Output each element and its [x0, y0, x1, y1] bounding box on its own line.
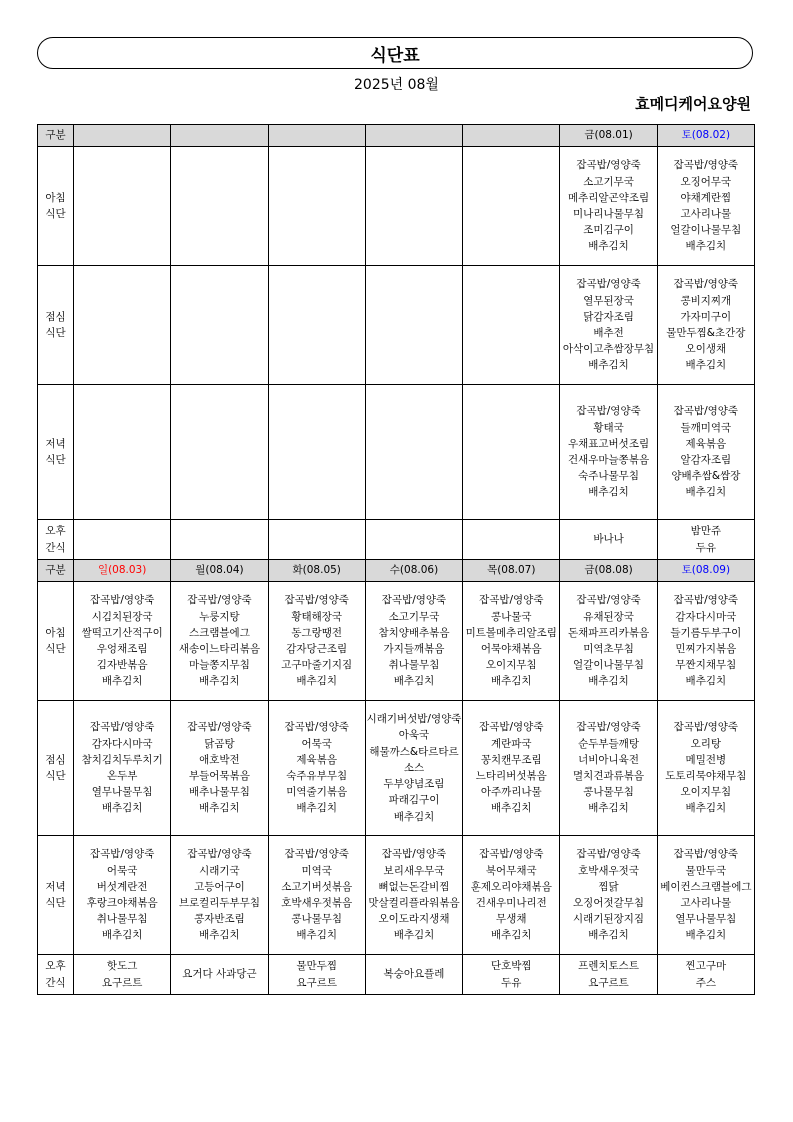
row-label-text: 식단 [45, 897, 66, 909]
menu-item: 새송이느타리볶음 [178, 643, 260, 655]
breakfast-label-cell [38, 147, 74, 266]
menu-item: 황태국 [593, 421, 624, 434]
menu-item: 오징어젓갈무침 [573, 897, 645, 909]
menu-item: 참치양배추볶음 [378, 626, 450, 639]
menu-item: 배추김치 [490, 929, 532, 942]
menu-item: 배추김치 [685, 359, 727, 372]
meal-cell [365, 701, 462, 836]
menu-item: 우채표고버섯조림 [567, 437, 650, 450]
page-title: 식단표 [37, 37, 753, 69]
dinner-label-cell [38, 385, 74, 520]
menu-item: 배추김치 [685, 675, 727, 688]
row-label-text: 간식 [45, 976, 66, 989]
menu-item: 배추김치 [199, 802, 240, 815]
menu-item: 오징어무국 [680, 175, 732, 188]
day-header-cell [74, 125, 171, 147]
day-header-cell [560, 560, 657, 582]
menu-item: 알감자조림 [680, 454, 732, 466]
row-label-text: 점심 [45, 753, 66, 766]
menu-item: 얼갈이나물무침 [573, 659, 645, 672]
menu-item: 오이지무침 [680, 786, 732, 799]
menu-item: 프렌치토스트 [578, 960, 639, 973]
menu-item: 건새우미나리전 [475, 897, 547, 909]
meal-cell [268, 955, 365, 995]
menu-item: 물만두국 [685, 864, 727, 877]
meal-cell [560, 836, 657, 955]
meal-cell [560, 520, 657, 560]
menu-item: 건새우마늘쫑볶음 [567, 454, 650, 466]
menu-item: 배추김치 [588, 240, 629, 253]
menu-item: 잡곡밥/영양죽 [284, 721, 349, 734]
meal-cell [463, 582, 560, 701]
menu-item: 배추김치 [588, 675, 629, 688]
menu-item: 고사리나물 [680, 897, 732, 909]
day-label: 토(08.09) [681, 564, 731, 577]
menu-item: 잡곡밥/영양죽 [576, 278, 641, 291]
menu-item: 열무나물무침 [91, 786, 153, 799]
day-header-cell [657, 125, 754, 147]
week2-breakfast-row [38, 582, 755, 701]
menu-item: 들깨미역국 [680, 421, 732, 434]
meal-cell [268, 836, 365, 955]
meal-cell [74, 385, 171, 520]
menu-item: 배추김치 [393, 929, 435, 942]
menu-item: 잡곡밥/영양죽 [284, 848, 349, 861]
meal-cell [365, 385, 462, 520]
menu-item: 보리새우무국 [383, 864, 445, 877]
meal-cell [657, 520, 754, 560]
meal-cell [74, 266, 171, 385]
menu-item: 잡곡밥/영양죽 [673, 721, 739, 734]
menu-item: 배추김치 [393, 810, 435, 823]
menu-item: 맛살컬리플라워볶음 [368, 897, 460, 909]
menu-item: 메추리알곤약조림 [567, 191, 650, 204]
menu-item: 계란파국 [490, 737, 532, 750]
meal-cell [74, 836, 171, 955]
lunch-label-cell [38, 701, 74, 836]
menu-item: 북어무채국 [485, 864, 537, 877]
menu-item: 시래기국 [199, 864, 240, 877]
dinner-label-cell [38, 836, 74, 955]
day-label: 화(08.05) [292, 564, 341, 577]
meal-cell [365, 582, 462, 701]
menu-item: 두부양념조림 [383, 778, 445, 791]
row-label-text: 식단 [45, 770, 66, 782]
menu-item: 숙주유부무침 [286, 770, 348, 782]
menu-item: 고구마줄기지짐 [281, 659, 353, 672]
menu-item: 핫도그 [106, 960, 138, 973]
menu-item: 아욱국 [398, 729, 430, 742]
menu-item: 브로컬리두부무침 [178, 897, 260, 909]
menu-item: 배추전 [593, 327, 624, 339]
menu-item: 주스 [695, 976, 716, 989]
menu-item: 미나리나물무침 [573, 208, 645, 220]
meal-cell [657, 385, 754, 520]
day-label: 수(08.06) [389, 564, 439, 577]
meal-cell [268, 147, 365, 266]
menu-item: 버섯계란전 [96, 880, 148, 893]
menu-item: 제육볶음 [685, 437, 727, 450]
meal-cell [560, 147, 657, 266]
category-header-label: 구분 [45, 564, 66, 577]
meal-cell [268, 385, 365, 520]
row-label-text: 식단 [45, 643, 66, 655]
menu-table [37, 124, 755, 995]
menu-item: 양배추쌈&쌈장 [671, 470, 741, 483]
meal-cell [171, 955, 268, 995]
day-header-cell [657, 560, 754, 582]
week2-snack-row [38, 955, 755, 995]
day-label: 월(08.04) [195, 564, 244, 577]
row-label-text: 저녁 [45, 437, 66, 450]
menu-item: 잡곡밥/영양죽 [381, 848, 447, 861]
menu-item: 찐고구마 [685, 960, 727, 973]
menu-item: 가자미구이 [680, 310, 732, 323]
month-label: 2025년 08월 [354, 77, 439, 93]
menu-item: 잡곡밥/영양죽 [89, 848, 155, 861]
menu-item: 밤만쥬 [690, 525, 722, 538]
day-header-cell [463, 125, 560, 147]
menu-item: 배추김치 [101, 675, 143, 688]
menu-item: 오이도라지생채 [378, 913, 450, 926]
menu-item: 취나물무침 [388, 659, 440, 672]
meal-cell [365, 836, 462, 955]
menu-item: 후랑크야채볶음 [86, 897, 158, 909]
menu-item: 배추김치 [393, 675, 435, 688]
snack-label-cell [38, 955, 74, 995]
menu-item: 소고기무국 [388, 610, 440, 623]
menu-item: 야채계란찜 [680, 191, 732, 204]
menu-item: 메밀전병 [685, 753, 727, 766]
menu-item: 배추김치 [296, 929, 337, 942]
menu-item: 두유 [695, 541, 716, 554]
menu-item: 닭곰탕 [204, 737, 235, 750]
snack-label-cell [38, 520, 74, 560]
menu-item: 고사리나물 [680, 208, 732, 220]
menu-item: 요구르트 [588, 976, 629, 989]
menu-item: 감자다시마국 [675, 610, 737, 623]
menu-item: 잡곡밥/영양죽 [576, 721, 641, 734]
row-label-text: 오후 [45, 525, 66, 538]
menu-item: 배추김치 [490, 802, 532, 815]
meal-cell [657, 266, 754, 385]
menu-item: 해물까스&타르타르소스 [369, 745, 459, 774]
menu-item: 어묵국 [301, 737, 332, 750]
row-label-text: 식단 [45, 454, 66, 466]
menu-item: 미역초무침 [583, 643, 634, 655]
meal-cell [657, 582, 754, 701]
menu-item: 배추김치 [199, 929, 240, 942]
menu-item: 배추김치 [296, 675, 337, 688]
meal-cell [171, 520, 268, 560]
menu-item: 쌀떡고기산적구이 [81, 626, 163, 639]
meal-cell [171, 582, 268, 701]
menu-item: 콩나물무침 [583, 786, 634, 799]
menu-item: 호박새우젓국 [578, 864, 639, 877]
menu-item: 너비아니육전 [578, 753, 639, 766]
day-label: 금(08.01) [584, 129, 633, 142]
menu-item: 온두부 [106, 770, 138, 782]
meal-cell [657, 701, 754, 836]
menu-item: 잡곡밥/영양죽 [381, 594, 447, 607]
menu-item: 시래기버섯밥/영양죽 [366, 713, 462, 726]
meal-cell [171, 701, 268, 836]
menu-item: 고등어구이 [194, 880, 245, 893]
org-name: 효메디케어요양원 [635, 95, 751, 113]
menu-item: 복숭아요플레 [383, 968, 445, 981]
day-header-cell [365, 560, 462, 582]
day-label: 목(08.07) [487, 564, 536, 577]
day-label: 토(08.02) [681, 129, 731, 142]
menu-item: 잡곡밥/영양죽 [187, 848, 252, 861]
menu-item: 느타리버섯볶음 [475, 770, 547, 782]
meal-cell [463, 147, 560, 266]
menu-item: 콩비지찌개 [680, 294, 732, 307]
category-header-cell [38, 125, 74, 147]
lunch-label-cell [38, 266, 74, 385]
menu-item: 미역국 [301, 864, 332, 877]
menu-item: 민찌가지볶음 [675, 643, 737, 655]
menu-item: 찜닭 [598, 880, 619, 893]
meal-cell [74, 147, 171, 266]
menu-item: 파래김구이 [388, 794, 440, 807]
menu-item: 오리탕 [690, 737, 722, 750]
menu-item: 잡곡밥/영양죽 [284, 594, 349, 607]
day-label: 일(08.03) [97, 564, 147, 577]
menu-item: 미역줄기볶음 [286, 786, 348, 799]
menu-item: 배추김치 [685, 240, 727, 253]
row-label-text: 간식 [45, 541, 66, 554]
menu-item: 단호박찜 [490, 960, 532, 973]
meal-cell [657, 147, 754, 266]
menu-item: 바나나 [593, 533, 624, 546]
menu-item: 배추김치 [588, 359, 629, 372]
menu-item: 잡곡밥/영양죽 [576, 848, 641, 861]
menu-item: 훈제오리야채볶음 [470, 880, 552, 893]
day-header-cell [171, 560, 268, 582]
menu-item: 잡곡밥/영양죽 [187, 594, 252, 607]
menu-item: 돈채파프리카볶음 [567, 626, 650, 639]
menu-item: 꽁치캔무조림 [480, 753, 542, 766]
menu-item: 물만두찜&초간장 [666, 327, 746, 339]
meal-cell [463, 385, 560, 520]
row-label-text: 아침 [45, 626, 66, 639]
week1-lunch-row [38, 266, 755, 385]
menu-item: 잡곡밥/영양죽 [673, 848, 739, 861]
breakfast-label-cell [38, 582, 74, 701]
week2-header-row [38, 560, 755, 582]
menu-item: 잡곡밥/영양죽 [576, 159, 641, 172]
week1-breakfast-row [38, 147, 755, 266]
menu-item: 요구르트 [101, 976, 143, 989]
meal-cell [171, 147, 268, 266]
day-header-cell [74, 560, 171, 582]
day-header-cell [560, 125, 657, 147]
category-header-label: 구분 [45, 129, 66, 142]
menu-item: 무생채 [496, 913, 527, 926]
menu-item: 배추김치 [588, 802, 629, 815]
meal-cell [560, 701, 657, 836]
day-header-cell [268, 560, 365, 582]
menu-item: 배추김치 [199, 675, 240, 688]
menu-item: 열무나물무침 [675, 913, 737, 926]
day-header-cell [365, 125, 462, 147]
menu-item: 우엉채조림 [96, 643, 148, 655]
menu-item: 유채된장국 [583, 610, 634, 623]
menu-item: 배추김치 [685, 486, 727, 499]
menu-item: 잡곡밥/영양죽 [673, 594, 739, 607]
menu-item: 요거다 사과당근 [182, 968, 257, 981]
menu-item: 소고기버섯볶음 [281, 880, 353, 893]
meal-cell [560, 385, 657, 520]
menu-item: 취나물무침 [96, 913, 148, 926]
menu-item: 닭감자조림 [583, 310, 634, 323]
meal-cell [268, 701, 365, 836]
menu-item: 오이지무침 [485, 659, 537, 672]
menu-item: 잡곡밥/영양죽 [479, 721, 544, 734]
menu-item: 오이생채 [685, 343, 727, 356]
day-label: 금(08.08) [584, 564, 633, 577]
menu-item: 누룽지탕 [199, 610, 240, 623]
menu-item: 미트볼메추리알조림 [465, 626, 557, 639]
menu-item: 들기름두부구이 [670, 626, 742, 639]
menu-item: 조미김구이 [583, 224, 634, 237]
row-label-text: 저녁 [45, 880, 66, 893]
menu-item: 배추김치 [685, 802, 727, 815]
meal-cell [463, 836, 560, 955]
menu-item: 순두부들깨탕 [578, 737, 639, 750]
menu-item: 콩자반조림 [194, 913, 245, 926]
menu-item: 소고기무국 [583, 175, 634, 188]
menu-item: 어묵국 [106, 864, 138, 877]
week1-snack-row [38, 520, 755, 560]
menu-item: 얼갈이나물무침 [670, 224, 742, 237]
row-label-text: 식단 [45, 208, 66, 220]
meal-cell [365, 266, 462, 385]
menu-item: 김자반볶음 [96, 659, 148, 672]
row-label-text: 점심 [45, 310, 66, 323]
menu-item: 베이컨스크램블에그 [660, 880, 752, 893]
menu-item: 아삭이고추쌈장무침 [562, 343, 655, 356]
meal-cell [268, 520, 365, 560]
menu-item: 동그랑땡전 [291, 626, 343, 639]
day-header-cell [171, 125, 268, 147]
menu-item: 물만두찜 [296, 960, 337, 973]
menu-item: 열무된장국 [583, 294, 634, 307]
menu-item: 시래기된장지짐 [573, 913, 645, 926]
meal-cell [463, 955, 560, 995]
day-header-cell [463, 560, 560, 582]
week2-lunch-row [38, 701, 755, 836]
meal-cell [657, 955, 754, 995]
menu-item: 감자다시마국 [91, 737, 153, 750]
menu-item: 배추김치 [296, 802, 337, 815]
menu-item: 배추김치 [101, 802, 143, 815]
day-header-cell [268, 125, 365, 147]
menu-item: 도토리묵야채무침 [665, 770, 747, 782]
meal-cell [74, 582, 171, 701]
meal-cell [463, 520, 560, 560]
menu-item: 참치김치두루치기 [81, 753, 163, 766]
menu-item: 잡곡밥/영양죽 [89, 594, 155, 607]
menu-item: 배추나물무침 [188, 786, 250, 799]
menu-item: 애호박전 [199, 753, 240, 766]
meal-cell [463, 701, 560, 836]
meal-cell [171, 266, 268, 385]
row-label-text: 아침 [45, 191, 66, 204]
menu-item: 호박새우젓볶음 [281, 897, 353, 909]
meal-cell [74, 955, 171, 995]
meal-cell [365, 520, 462, 560]
meal-cell [560, 955, 657, 995]
meal-cell [560, 582, 657, 701]
menu-item: 제육볶음 [296, 753, 337, 766]
row-label-text: 오후 [45, 960, 66, 973]
menu-item: 잡곡밥/영양죽 [673, 405, 739, 418]
meal-cell [171, 385, 268, 520]
menu-item: 콩나물국 [490, 610, 532, 623]
meal-cell [657, 836, 754, 955]
menu-item: 잡곡밥/영양죽 [673, 159, 739, 172]
menu-item: 잡곡밥/영양죽 [479, 848, 544, 861]
meal-cell [74, 520, 171, 560]
menu-item: 배추김치 [588, 486, 629, 499]
menu-item: 부들어묵볶음 [188, 770, 250, 782]
meal-cell [365, 147, 462, 266]
category-header-cell [38, 560, 74, 582]
meal-cell [463, 266, 560, 385]
menu-item: 무짠지채무침 [675, 659, 737, 672]
menu-item: 뼈없는돈갈비찜 [378, 880, 450, 893]
menu-item: 감자당근조림 [286, 643, 348, 655]
menu-item: 어묵야채볶음 [480, 643, 542, 655]
menu-item: 잡곡밥/영양죽 [673, 278, 739, 291]
menu-item: 숙주나물무침 [578, 470, 639, 483]
menu-item: 스크램블에그 [188, 626, 250, 639]
menu-item: 잡곡밥/영양죽 [576, 594, 641, 607]
menu-item: 멸치견과류볶음 [573, 770, 645, 782]
week1-dinner-row [38, 385, 755, 520]
meal-cell [171, 836, 268, 955]
row-label-text: 식단 [45, 327, 66, 339]
menu-item: 요구르트 [296, 976, 337, 989]
menu-item: 황태해장국 [291, 610, 343, 623]
menu-item: 배추김치 [101, 929, 143, 942]
menu-item: 배추김치 [685, 929, 727, 942]
menu-item: 가지들깨볶음 [383, 643, 445, 655]
menu-item: 배추김치 [490, 675, 532, 688]
menu-item: 잡곡밥/영양죽 [187, 721, 252, 734]
meal-cell [560, 266, 657, 385]
menu-item: 시김치된장국 [91, 610, 153, 623]
meal-cell [74, 701, 171, 836]
menu-item: 잡곡밥/영양죽 [479, 594, 544, 607]
menu-item: 마늘쫑지무침 [188, 659, 250, 672]
menu-item: 잡곡밥/영양죽 [89, 721, 155, 734]
menu-item: 아주까리나물 [480, 786, 542, 799]
meal-cell [365, 955, 462, 995]
menu-item: 잡곡밥/영양죽 [576, 405, 641, 418]
week1-header-row [38, 125, 755, 147]
meal-cell [268, 266, 365, 385]
meal-cell [268, 582, 365, 701]
menu-item: 콩나물무침 [291, 913, 343, 926]
menu-item: 두유 [501, 976, 522, 989]
week2-dinner-row [38, 836, 755, 955]
menu-item: 배추김치 [588, 929, 629, 942]
